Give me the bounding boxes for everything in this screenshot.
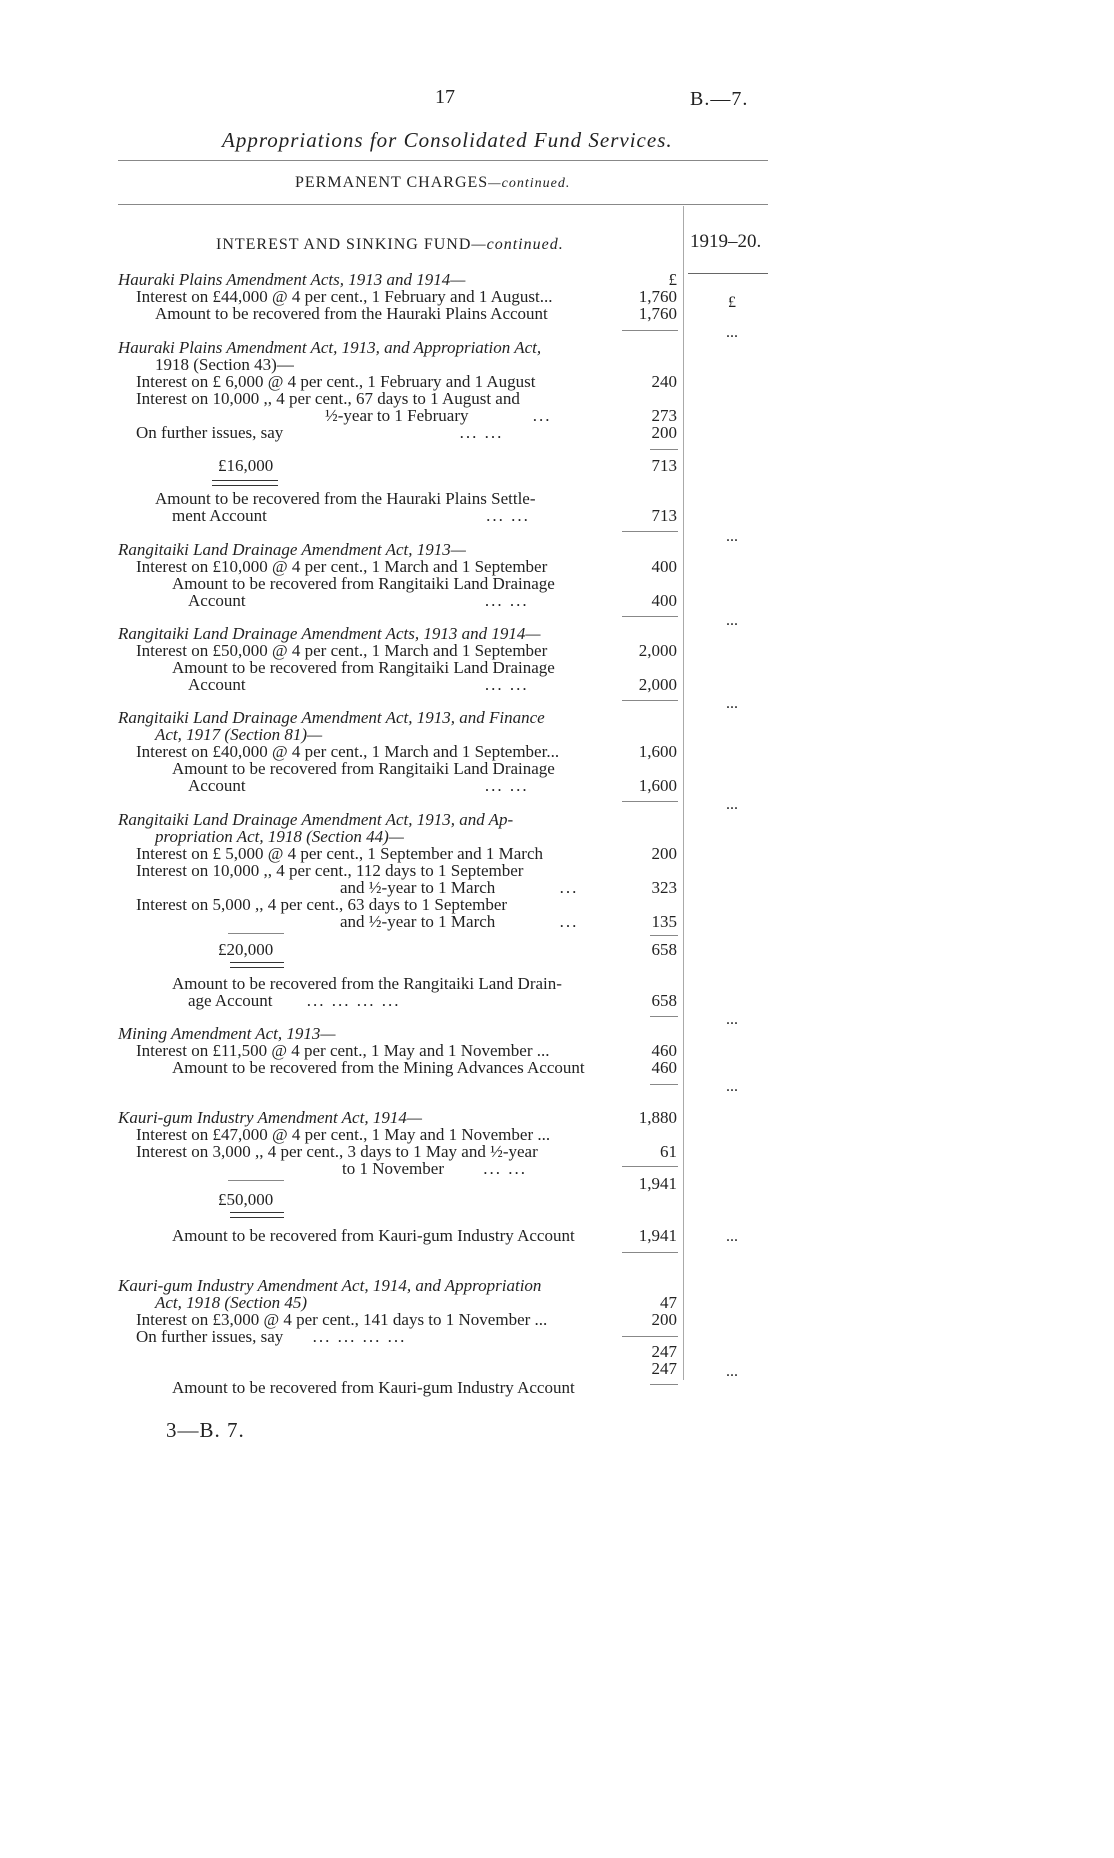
interest-line: Interest on 10,000 ,, 4 per cent., 112 days to 1 September [136, 861, 524, 880]
recovery-line: Amount to be recovered from Kauri-gum Industry Account [172, 1226, 575, 1245]
interest-line: Interest on £47,000 @ 4 per cent., 1 May and 1 November ... [136, 1125, 551, 1144]
amount-rule [622, 531, 678, 532]
act-heading: Mining Amendment Act, 1913— [118, 1024, 336, 1043]
recovery-line-text: Account [188, 776, 246, 795]
recovery-line: Amount to be recovered from Rangitaiki Land Drainage [172, 759, 555, 778]
amount-total: 658 [651, 940, 677, 959]
amount: 1,941 [638, 1226, 677, 1245]
interest-line: Interest on 5,000 ,, 4 per cent., 63 days to 1 September [136, 895, 508, 914]
dot-leader: ... ... ... ... [312, 1327, 407, 1346]
recovery-line-text: age Account [188, 991, 273, 1010]
year-column-header: 1919–20. [690, 231, 762, 252]
year-nil-entry: ... [726, 528, 738, 545]
signature-mark: 3—B. 7. [166, 1418, 245, 1442]
dot-leader: ... [559, 878, 579, 897]
amount: 323 [651, 878, 677, 897]
amount: 200 [651, 1310, 677, 1329]
section-heading-continued: —continued. [471, 236, 564, 253]
recovery-line: Amount to be recovered from the Mining Advances Account [172, 1058, 585, 1077]
amount-rule [622, 1252, 678, 1253]
recovery-line-text: ment Account [172, 506, 267, 525]
act-heading: Hauraki Plains Amendment Act, 1913, and Appropriation Act, [118, 338, 542, 357]
amount-rule [650, 1084, 678, 1085]
interest-line: Interest on £3,000 @ 4 per cent., 141 days to 1 November ... [136, 1310, 548, 1329]
amount-rule [650, 449, 678, 450]
act-heading: Rangitaiki Land Drainage Amendment Act, 1913, and Ap- [118, 810, 514, 829]
recovery-line: Amount to be recovered from Rangitaiki Land Drainage [172, 574, 555, 593]
amount: 460 [651, 1058, 677, 1077]
recovery-line-text: Account [188, 675, 246, 694]
further-issues-line [136, 423, 503, 443]
amount: 200 [651, 423, 677, 442]
interest-line: Interest on £44,000 @ 4 per cent., 1 February and 1 August... [136, 287, 553, 306]
amount: 2,000 [638, 641, 677, 660]
year-nil-entry: ... [726, 796, 738, 813]
recovery-line-cont [188, 991, 401, 1011]
amount: 658 [651, 991, 677, 1010]
recovery-line: Amount to be recovered from the Rangitaiki Land Drain- [172, 974, 562, 993]
double-rule [212, 480, 278, 486]
principal-total: £20,000 [218, 940, 274, 959]
further-issues-line [136, 1327, 406, 1347]
act-heading: Hauraki Plains Amendment Acts, 1913 and 1914— [118, 270, 466, 289]
title-rule [118, 160, 768, 161]
amount: 1,760 [638, 287, 677, 306]
act-heading-cont: propriation Act, 1918 (Section 44)— [155, 827, 404, 846]
amount: 47 [660, 1293, 677, 1312]
amount-column-divider [683, 206, 684, 1380]
amount: 1,760 [638, 304, 677, 323]
page-title: Appropriations for Consolidated Fund Services. [222, 128, 673, 152]
recovery-line-cont [188, 591, 529, 611]
amount: 1,880 [638, 1108, 677, 1127]
amount: 713 [651, 506, 677, 525]
recovery-line-cont [188, 675, 529, 695]
recovery-line: Amount to be recovered from Rangitaiki Land Drainage [172, 658, 555, 677]
document-reference: B.—7. [690, 88, 749, 110]
year-nil-entry: ... [726, 1011, 738, 1028]
amount: 61 [660, 1142, 677, 1161]
subtitle-continued: —continued. [488, 176, 571, 191]
subtitle-main: PERMANENT CHARGES [295, 174, 489, 191]
act-heading: Rangitaiki Land Drainage Amendment Act, 1913— [118, 540, 466, 559]
interest-line: Interest on £50,000 @ 4 per cent., 1 March and 1 September [136, 641, 548, 660]
year-nil-entry: ... [726, 1363, 738, 1380]
further-issues-text: On further issues, say [136, 1327, 284, 1346]
section-heading-main: INTEREST AND SINKING FUND [216, 236, 472, 253]
amount: 200 [651, 844, 677, 863]
dot-leader: ... ... [459, 423, 504, 442]
dot-leader: ... ... [483, 1159, 527, 1178]
interest-line-text: and ½-year to 1 March [340, 912, 496, 931]
dot-leader: ... ... [484, 776, 529, 795]
recovery-line: Amount to be recovered from Kauri-gum Industry Account [172, 1378, 575, 1397]
amount-rule [622, 700, 678, 701]
amount: 247 [651, 1359, 677, 1378]
amount-total: 713 [651, 456, 677, 475]
interest-line: Interest on £11,500 @ 4 per cent., 1 May and 1 November ... [136, 1041, 550, 1060]
recovery-line-cont [188, 776, 529, 796]
further-issues-text: On further issues, say [136, 423, 284, 442]
amount-rule [650, 935, 678, 936]
year-pound-symbol: £ [728, 294, 736, 311]
interest-line-cont [342, 1159, 527, 1179]
act-heading-cont: Act, 1918 (Section 45) [155, 1293, 308, 1312]
section-subtitle [295, 174, 570, 192]
amount-rule [622, 1336, 678, 1337]
dot-leader: ... ... [486, 506, 530, 525]
double-rule [230, 1212, 284, 1218]
interest-line-text: and ½-year to 1 March [340, 878, 496, 897]
interest-line: Interest on £ 5,000 @ 4 per cent., 1 September and 1 March [136, 844, 544, 863]
dot-leader: ... ... ... ... [306, 991, 401, 1010]
amount-rule [622, 330, 678, 331]
section-heading [216, 236, 564, 254]
dot-leader: ... [559, 912, 579, 931]
year-nil-entry: ... [726, 695, 738, 712]
recovery-line-cont [172, 506, 530, 526]
amount: 400 [651, 557, 677, 576]
recovery-line: Amount to be recovered from the Hauraki Plains Account [155, 304, 548, 323]
amount: 135 [651, 912, 677, 931]
act-heading: Rangitaiki Land Drainage Amendment Acts, 1913 and 1914— [118, 624, 541, 643]
amount-rule [622, 1166, 678, 1167]
act-heading: Kauri-gum Industry Amendment Act, 1914, and Appropriation [118, 1276, 542, 1295]
recovery-line: Amount to be recovered from the Hauraki Plains Settle- [155, 489, 536, 508]
interest-line-text: to 1 November [342, 1159, 444, 1178]
amount: 1,600 [638, 742, 677, 761]
interest-line: Interest on 3,000 ,, 4 per cent., 3 days to 1 May and ½-year [136, 1142, 538, 1161]
dot-leader: ... [532, 406, 552, 425]
page-number: 17 [435, 86, 455, 108]
amount-rule [650, 1384, 678, 1385]
year-nil-entry: ... [726, 1078, 738, 1095]
amount: 1,600 [638, 776, 677, 795]
principal-total: £50,000 [218, 1190, 274, 1209]
interest-line-cont [340, 912, 578, 932]
year-nil-entry: ... [726, 612, 738, 629]
year-header-rule [688, 273, 768, 274]
interest-line-text: ½-year to 1 February [325, 406, 469, 425]
amount: 460 [651, 1041, 677, 1060]
year-nil-entry: ... [726, 1228, 738, 1245]
amount-rule [650, 1016, 678, 1017]
subtotal-rule [228, 1180, 284, 1181]
year-nil-entry: ... [726, 324, 738, 341]
subtotal-rule [228, 933, 284, 934]
amount-rule [622, 616, 678, 617]
dot-leader: ... ... [484, 591, 529, 610]
subtitle-rule [118, 204, 768, 205]
amount: 273 [651, 406, 677, 425]
amount-rule [622, 801, 678, 802]
amount: 2,000 [638, 675, 677, 694]
amount: 400 [651, 591, 677, 610]
interest-line: Interest on 10,000 ,, 4 per cent., 67 days to 1 August and [136, 389, 520, 408]
act-heading: Rangitaiki Land Drainage Amendment Act, 1913, and Finance [118, 708, 545, 727]
interest-line: Interest on £40,000 @ 4 per cent., 1 March and 1 September... [136, 742, 560, 761]
principal-total: £16,000 [218, 456, 274, 475]
interest-line: Interest on £ 6,000 @ 4 per cent., 1 February and 1 August [136, 372, 536, 391]
double-rule [230, 962, 284, 968]
interest-line: Interest on £10,000 @ 4 per cent., 1 March and 1 September [136, 557, 548, 576]
amount-total: 1,941 [638, 1174, 677, 1193]
pound-symbol: £ [668, 270, 677, 289]
amount-total: 247 [651, 1342, 677, 1361]
recovery-line-text: Account [188, 591, 246, 610]
dot-leader: ... ... [484, 675, 529, 694]
act-heading-cont: Act, 1917 (Section 81)— [155, 725, 323, 744]
act-heading: Kauri-gum Industry Amendment Act, 1914— [118, 1108, 422, 1127]
act-heading-cont: 1918 (Section 43)— [155, 355, 294, 374]
amount: 240 [651, 372, 677, 391]
